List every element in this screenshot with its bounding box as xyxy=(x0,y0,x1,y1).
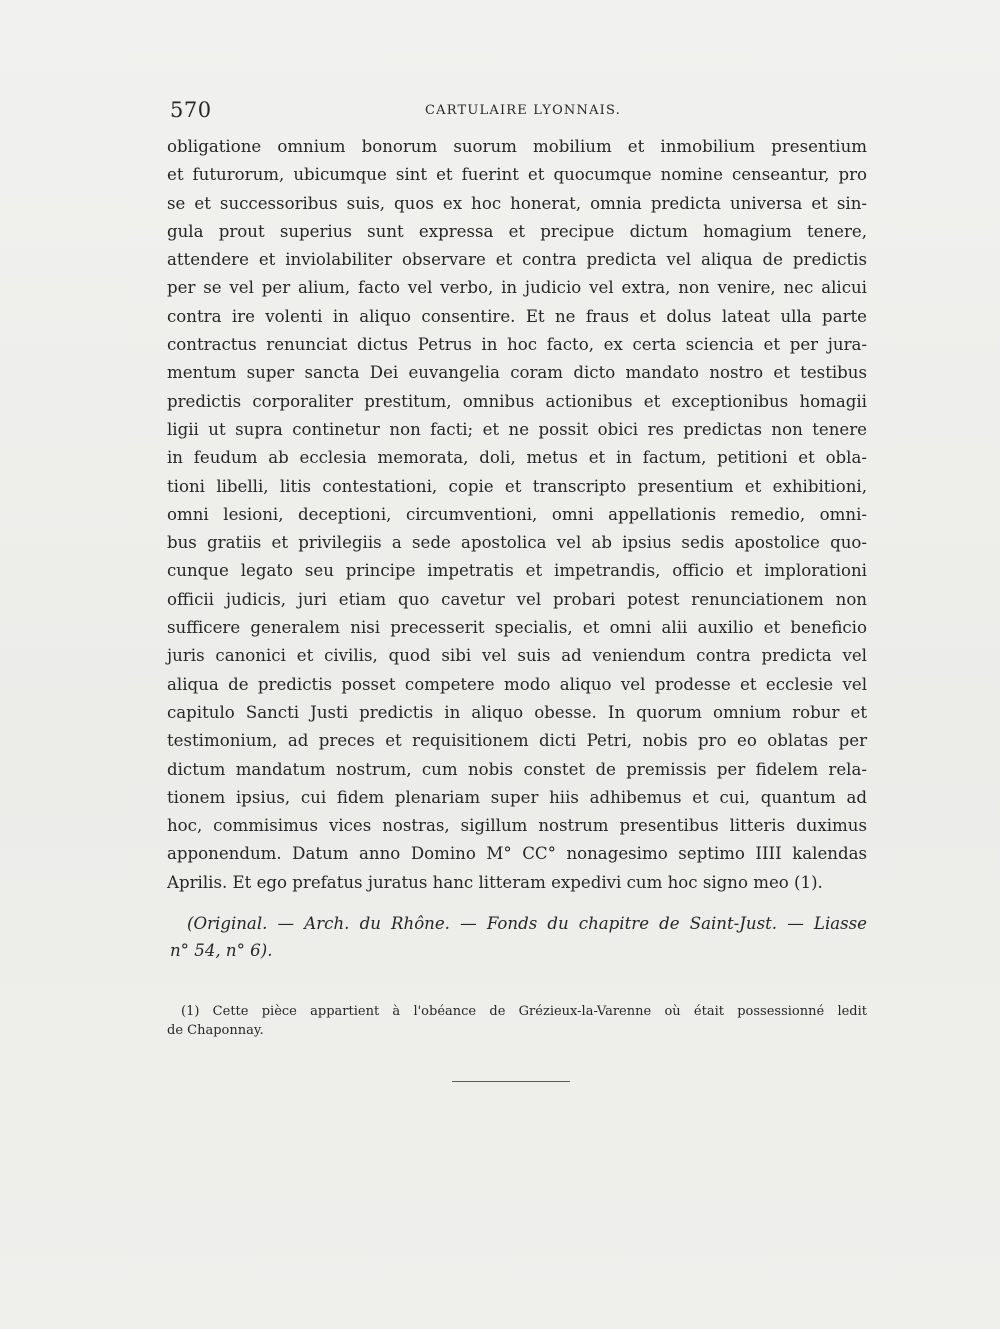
page-number: 570 xyxy=(170,98,212,122)
text-line: testimonium, ad preces et requisitionem dicti Petri, nobis pro eo oblatas per xyxy=(167,731,867,751)
source-line: (Original. — Arch. du Rhône. — Fonds du chapitre de Saint-Just. — Liasse xyxy=(187,914,867,933)
running-head xyxy=(170,98,870,124)
text-line: et futurorum, ubicumque sint et fuerint et quocumque nomine censeantur, pro xyxy=(167,165,867,185)
charter-text xyxy=(167,133,867,897)
text-line: juris canonici et civilis, quod sibi vel suis ad veniendum contra predicta vel xyxy=(167,646,867,666)
text-line: per se vel per alium, facto vel verbo, in judicio vel extra, non venire, nec alicui xyxy=(167,278,867,298)
text-line: bus gratiis et privilegiis a sede apostolica vel ab ipsius sedis apostolice quo- xyxy=(167,533,867,553)
text-line: aliqua de predictis posset competere modo aliquo vel prodesse et ecclesie vel xyxy=(167,674,867,694)
source-reference xyxy=(170,910,867,964)
text-line: hoc, commisimus vices nostras, sigillum nostrum presentibus litteris duximus xyxy=(167,816,867,836)
text-line: tioni libelli, litis contestationi, copie et transcripto presentium et exhibitioni, xyxy=(167,476,867,496)
text-line: capitulo Sancti Justi predictis in aliquo obesse. In quorum omnium robur et xyxy=(167,702,867,722)
text-line: obligatione omnium bonorum suorum mobilium et inmobilium presentium xyxy=(167,137,867,156)
text-line: officii judicis, juri etiam quo cavetur vel probari potest renunciationem non xyxy=(167,589,867,609)
running-title: CARTULAIRE LYONNAIS. xyxy=(425,103,621,118)
text-line: contractus renunciat dictus Petrus in hoc facto, ex certa sciencia et per jura- xyxy=(167,335,867,355)
text-line: cunque legato seu principe impetratis et impetrandis, officio et implorationi xyxy=(167,561,867,581)
text-line: mentum super sancta Dei euvangelia coram dicto mandato nostro et testibus xyxy=(167,363,867,383)
text-line: apponendum. Datum anno Domino M° CC° nonagesimo septimo IIII kalendas xyxy=(167,844,867,864)
text-line: in feudum ab ecclesia memorata, doli, metus et in factum, petitioni et obla- xyxy=(167,448,867,468)
text-line: ligii ut supra continetur non facti; et ne possit obici res predictas non tenere xyxy=(167,419,867,439)
source-line: n° 54, n° 6). xyxy=(170,941,273,960)
text-line: attendere et inviolabiliter observare et contra predicta vel aliqua de predictis xyxy=(167,250,867,270)
text-line: gula prout superius sunt expressa et precipue dictum homagium tenere, xyxy=(167,221,867,241)
text-line: omni lesioni, deceptioni, circumventioni, omni appellationis remedio, omni- xyxy=(167,504,867,524)
text-line: tionem ipsius, cui fidem plenariam super hiis adhibemus et cui, quantum ad xyxy=(167,787,867,807)
footnote-line: (1) Cette pièce appartient à l'obéance de Grézieux-la-Varenne où était possessionné ledit xyxy=(181,1004,867,1019)
text-line: Aprilis. Et ego prefatus juratus hanc litteram expedivi cum hoc signo meo (1). xyxy=(167,872,823,892)
footnote xyxy=(167,1002,867,1040)
text-line: contra ire volenti in aliquo consentire. Et ne fraus et dolus lateat ulla parte xyxy=(167,306,867,326)
text-line: predictis corporaliter prestitum, omnibus actionibus et exceptionibus homagii xyxy=(167,391,867,411)
text-line: dictum mandatum nostrum, cum nobis constet de premissis per fidelem rela- xyxy=(167,759,867,779)
text-line: sufficere generalem nisi precesserit specialis, et omni alii auxilio et beneficio xyxy=(167,618,867,638)
end-rule xyxy=(452,1081,570,1082)
footnote-line: de Chaponnay. xyxy=(167,1023,264,1038)
text-line: se et successoribus suis, quos ex hoc honerat, omnia predicta universa et sin- xyxy=(167,193,867,213)
